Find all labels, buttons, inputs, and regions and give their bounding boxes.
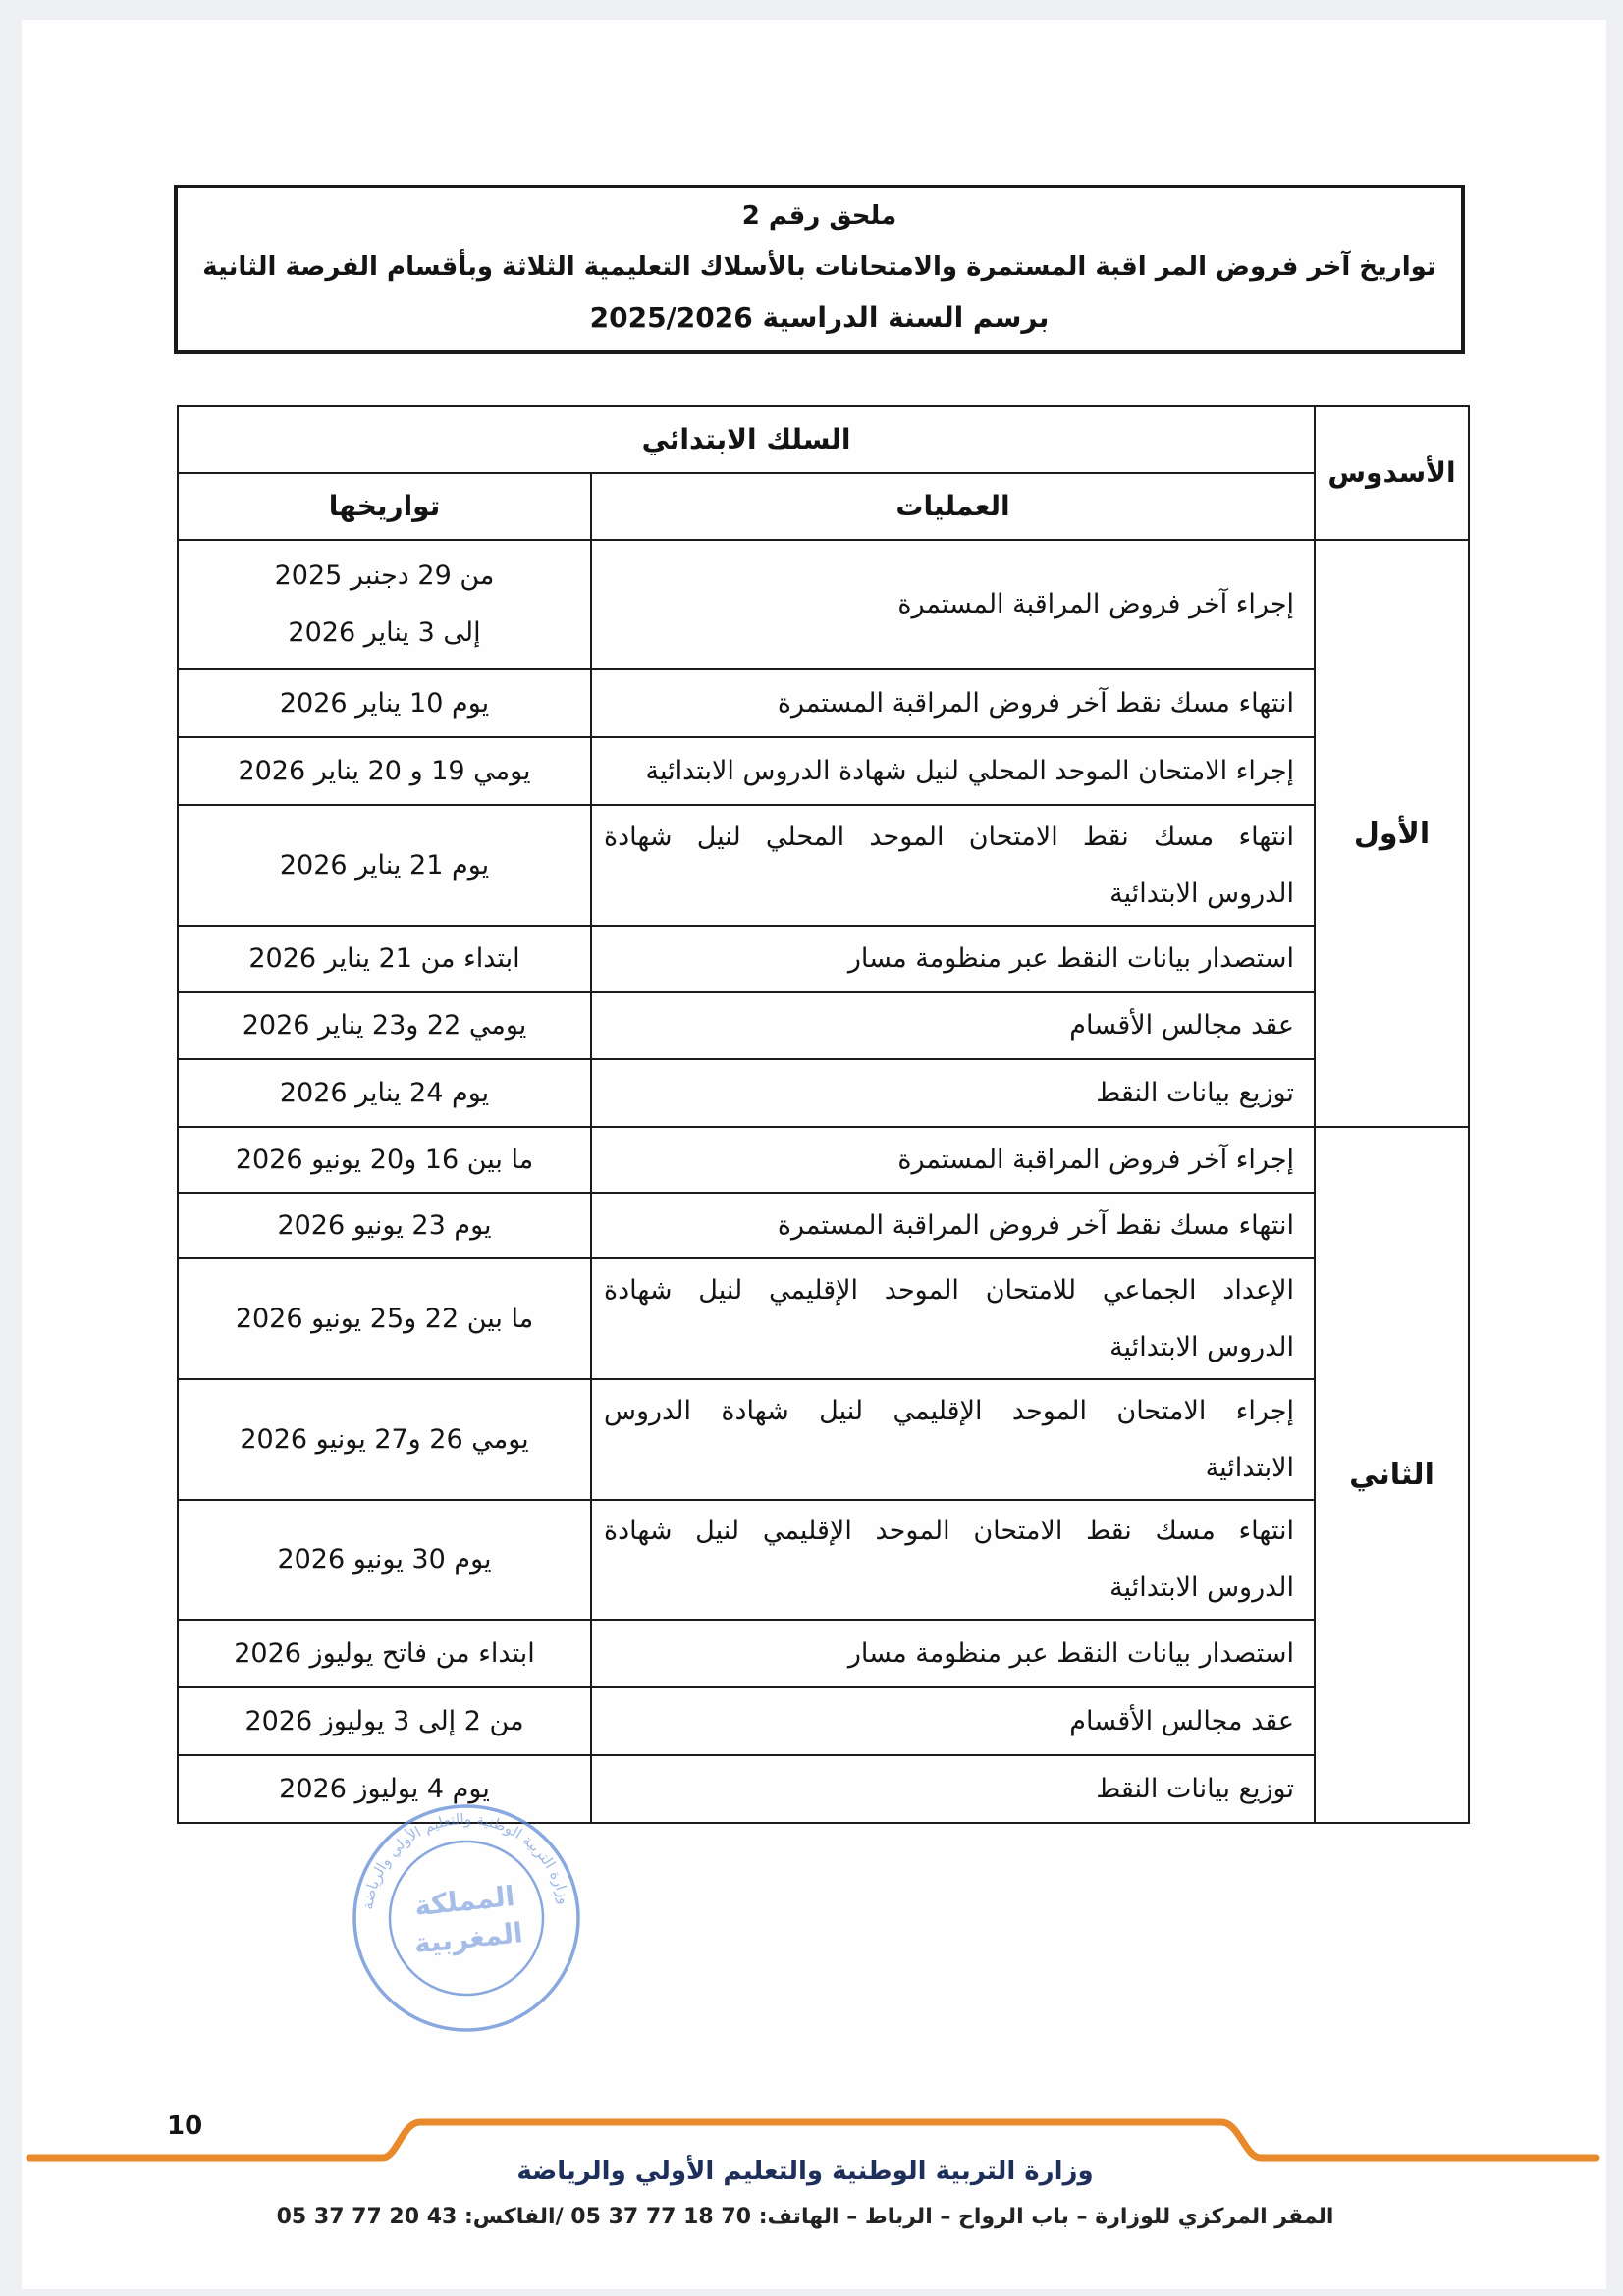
stamp-center-line: المملكة <box>412 1879 516 1923</box>
operation-cell <box>591 926 1315 992</box>
operation-cell <box>591 737 1315 805</box>
date-cell <box>178 1379 591 1500</box>
date-cell <box>178 1258 591 1379</box>
date-text: يوم 21 يناير 2026 <box>279 849 490 881</box>
address-text: المقر المركزي للوزارة – باب الرواح – الرباط – <box>846 2205 1334 2229</box>
operation-text: عقد مجالس الأقسام <box>1069 1010 1295 1041</box>
date-text: يوم 30 يونيو 2026 <box>277 1544 492 1575</box>
table-header-row <box>178 473 1469 540</box>
semester-cell <box>1315 540 1469 1127</box>
operation-text: الدروس الابتدائية <box>1109 1331 1295 1362</box>
operation-cell <box>591 805 1315 926</box>
date-text: يومي 19 و 20 يناير 2026 <box>238 755 531 786</box>
operation-cell <box>591 1059 1315 1127</box>
academic-year: برسم السنة الدراسية 2025/2026 <box>589 301 1050 334</box>
page-number: 10 <box>167 2111 203 2141</box>
operation-text: الإعداد الجماعي للامتحان الموحد الإقليمي لنيل شهادة <box>604 1274 1295 1306</box>
operation-text: الابتدائية <box>1205 1452 1295 1483</box>
table-row <box>178 926 1469 992</box>
semester-cell <box>1315 1127 1469 1823</box>
operation-text: استصدار بيانات النقط عبر منظومة مسار <box>847 1637 1295 1669</box>
date-cell <box>178 669 591 737</box>
semester-header: الأسدوس <box>1315 406 1469 540</box>
phone-number: 05 37 77 18 70 <box>570 2205 752 2229</box>
operation-text: إجراء آخر فروض المراقبة المستمرة <box>897 589 1295 619</box>
table-row <box>178 1379 1469 1500</box>
date-cell <box>178 1193 591 1258</box>
date-text: من 2 إلى 3 يوليوز 2026 <box>244 1705 524 1736</box>
date-text: يومي 22 و23 يناير 2026 <box>242 1010 527 1041</box>
ministry-name: وزارة التربية الوطنية والتعليم الأولي والرياضة <box>516 2157 1094 2186</box>
stamp-center-line: المغربية <box>412 1916 525 1960</box>
table-row <box>178 1500 1469 1620</box>
date-text: من 29 دجنبر 2025 <box>274 561 495 591</box>
operation-cell <box>591 1193 1315 1258</box>
operation-text: إجراء آخر فروض المراقبة المستمرة <box>897 1144 1295 1175</box>
official-stamp <box>337 1789 596 2048</box>
table-row <box>178 1620 1469 1687</box>
date-cell <box>178 1687 591 1755</box>
date-cell <box>178 1620 591 1687</box>
date-cell <box>178 992 591 1059</box>
ministry-address <box>255 2200 1355 2235</box>
operation-text: انتهاء مسك نقط آخر فروض المراقبة المستمرة <box>777 1209 1295 1241</box>
date-text: ابتداء من 21 يناير 2026 <box>248 943 520 974</box>
annex-number: ملحق رقم 2 <box>741 201 897 231</box>
date-text: يوم 4 يوليوز 2026 <box>279 1773 490 1804</box>
annex-title: تواريخ آخر فروض المر اقبة المستمرة والامتحانات بالأسلاك التعليمية الثلاثة وبأقسام الفرصة الثانية <box>202 252 1436 282</box>
date-cell <box>178 805 591 926</box>
dates-header: تواريخها <box>178 473 591 540</box>
cycle-header: السلك الابتدائي <box>178 406 1315 473</box>
operation-text: إجراء الامتحان الموحد الإقليمي لنيل شهادة الدروس <box>604 1395 1295 1426</box>
operation-cell <box>591 1755 1315 1823</box>
schedule-table <box>177 405 1470 1824</box>
operation-text: انتهاء مسك نقط الامتحان الموحد الإقليمي لنيل شهادة <box>604 1516 1295 1546</box>
operation-text: توزيع بيانات النقط <box>1096 1077 1295 1108</box>
operation-cell <box>591 1379 1315 1500</box>
operation-text: عقد مجالس الأقسام <box>1069 1705 1295 1736</box>
semester-label: الثاني <box>1349 1458 1434 1492</box>
table-row <box>178 669 1469 737</box>
date-text: يومي 26 و27 يونيو 2026 <box>240 1423 529 1455</box>
date-cell <box>178 1059 591 1127</box>
operation-text: الدروس الابتدائية <box>1109 1573 1295 1603</box>
date-cell <box>178 1127 591 1193</box>
operation-text: انتهاء مسك نقط آخر فروض المراقبة المستمرة <box>777 687 1295 719</box>
stamp-outer-ring <box>344 1795 590 2042</box>
date-text: يوم 24 يناير 2026 <box>279 1077 490 1108</box>
stamp-inner-ring <box>382 1834 550 2002</box>
operation-cell <box>591 1127 1315 1193</box>
date-text: ما بين 16 و20 يونيو 2026 <box>235 1144 534 1175</box>
table-row <box>178 1059 1469 1127</box>
operation-cell <box>591 1687 1315 1755</box>
fax-label: /الفاكس: <box>464 2205 564 2229</box>
operation-text: استصدار بيانات النقط عبر منظومة مسار <box>847 943 1295 974</box>
operation-cell <box>591 1258 1315 1379</box>
operation-cell <box>591 540 1315 669</box>
table-row <box>178 540 1469 669</box>
date-text: يوم 10 يناير 2026 <box>279 687 490 719</box>
date-cell <box>178 926 591 992</box>
operation-cell <box>591 992 1315 1059</box>
annex-header-box <box>174 185 1465 354</box>
stamp-ring-text: وزارة التربية الوطنية والتعليم الأولي والرياضة <box>358 1809 573 1911</box>
operation-text: توزيع بيانات النقط <box>1096 1773 1295 1804</box>
table-row <box>178 1687 1469 1755</box>
date-cell <box>178 540 591 669</box>
date-text: ابتداء من فاتح يوليوز 2026 <box>234 1637 535 1669</box>
table-row <box>178 1193 1469 1258</box>
table-row <box>178 1127 1469 1193</box>
date-text: إلى 3 يناير 2026 <box>288 617 481 648</box>
operation-cell <box>591 1620 1315 1687</box>
table-header-row <box>178 406 1469 473</box>
phone-label: الهاتف: <box>758 2205 839 2229</box>
operation-cell <box>591 1500 1315 1620</box>
table-row <box>178 805 1469 926</box>
operation-text: إجراء الامتحان الموحد المحلي لنيل شهادة الدروس الابتدائية <box>645 755 1295 786</box>
semester-label: الأول <box>1353 816 1431 851</box>
table-row <box>178 737 1469 805</box>
operation-text: انتهاء مسك نقط الامتحان الموحد المحلي لنيل شهادة <box>604 821 1295 852</box>
operations-header: العمليات <box>591 473 1315 540</box>
fax-number: 05 37 77 20 43 <box>276 2205 458 2229</box>
date-cell <box>178 1500 591 1620</box>
date-text: ما بين 22 و25 يونيو 2026 <box>235 1303 534 1334</box>
date-cell <box>178 737 591 805</box>
table-row <box>178 992 1469 1059</box>
table-row <box>178 1258 1469 1379</box>
operation-cell <box>591 669 1315 737</box>
date-text: يوم 23 يونيو 2026 <box>277 1209 492 1241</box>
operation-text: الدروس الابتدائية <box>1109 878 1295 909</box>
